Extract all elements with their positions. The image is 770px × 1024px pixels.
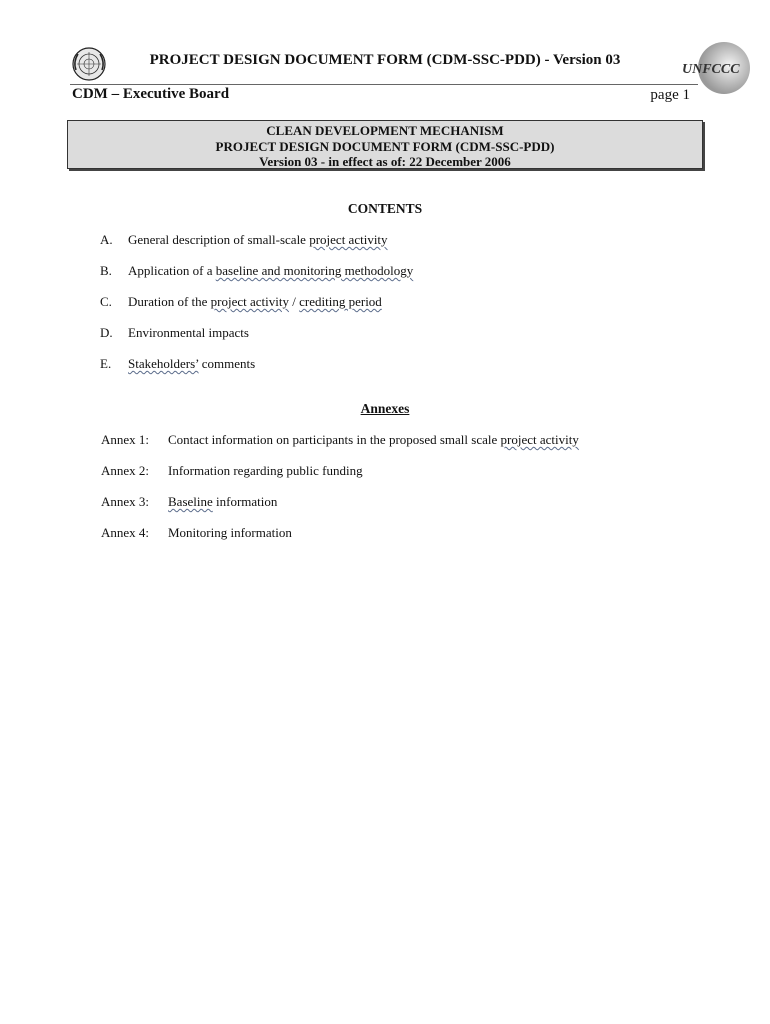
annex-item-1: Annex 1: Contact information on participants in the proposed small scale project activity xyxy=(101,432,579,447)
box-line-1: CLEAN DEVELOPMENT MECHANISM xyxy=(266,123,504,138)
toc-item-b: B. Application of a baseline and monitoring methodology xyxy=(100,263,414,278)
box-line-3: Version 03 - in effect as of: 22 December 2006 xyxy=(259,154,511,169)
form-title-box xyxy=(67,120,703,169)
header-divider xyxy=(70,84,698,85)
annex-item-4: Annex 4: Monitoring information xyxy=(101,525,292,540)
page-number: page 1 xyxy=(650,87,690,103)
annex-item-2: Annex 2: Information regarding public funding xyxy=(101,463,363,478)
toc-item-a: A. General description of small-scale project activity xyxy=(100,232,388,247)
contents-heading: CONTENTS xyxy=(347,201,423,216)
toc-item-d: D. Environmental impacts xyxy=(100,325,249,340)
header-title: PROJECT DESIGN DOCUMENT FORM (CDM-SSC-PDD) - Version 03 xyxy=(149,52,621,68)
toc-item-c: C. Duration of the project activity / crediting period xyxy=(100,294,382,309)
toc-item-e: E. Stakeholders’ comments xyxy=(100,356,256,371)
executive-board-label: CDM – Executive Board xyxy=(72,86,230,102)
annexes-heading: Annexes xyxy=(360,401,410,416)
box-line-2: PROJECT DESIGN DOCUMENT FORM (CDM-SSC-PDD) xyxy=(215,138,555,154)
unfccc-logo-text: UNFCCC xyxy=(682,62,740,77)
annex-item-3: Annex 3: Baseline information xyxy=(101,494,278,509)
